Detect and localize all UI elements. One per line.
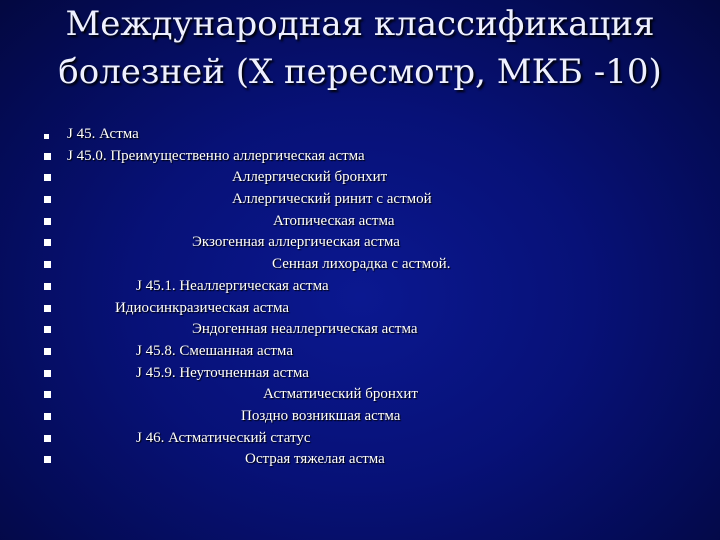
list-item [0, 363, 720, 385]
list-item [0, 406, 720, 428]
square-bullet-icon [44, 261, 51, 268]
list-item-text: J 45.0. Преимущественно аллергическая астма [67, 147, 365, 164]
square-bullet-icon [44, 153, 51, 160]
square-bullet-icon [44, 218, 51, 225]
list-item [0, 449, 720, 471]
list-item-text: Аллергический бронхит [232, 169, 388, 186]
square-bullet-icon [44, 348, 51, 355]
square-bullet-icon [44, 456, 51, 463]
list-item-text: J 46. Астматический статус [136, 429, 311, 446]
list-item-text: Астматический бронхит [263, 386, 418, 403]
list-item-text: Экзогенная аллергическая астма [192, 234, 400, 251]
square-bullet-icon [44, 174, 51, 181]
list-item-text: J 45.9. Неуточненная астма [136, 364, 309, 381]
square-bullet-icon [44, 283, 51, 290]
square-bullet-icon [44, 370, 51, 377]
list-item [0, 146, 720, 168]
list-item [0, 189, 720, 211]
list-item-text: Идиосинкразическая астма [115, 299, 289, 316]
list-item-text: Эндогенная неаллергическая астма [192, 321, 418, 338]
slide-title [0, 0, 720, 96]
square-bullet-icon [44, 134, 49, 139]
list-item-text: J 45.1. Неаллергическая астма [136, 277, 329, 294]
list-item [0, 428, 720, 450]
list-item-text: J 45. Астма [67, 126, 139, 142]
classification-list [0, 124, 720, 471]
list-item [0, 211, 720, 233]
square-bullet-icon [44, 435, 51, 442]
list-item [0, 341, 720, 363]
square-bullet-icon [44, 413, 51, 420]
list-item [0, 298, 720, 320]
square-bullet-icon [44, 391, 51, 398]
square-bullet-icon [44, 305, 51, 312]
list-item [0, 254, 720, 276]
list-item-text: Острая тяжелая астма [245, 451, 385, 468]
list-item [0, 124, 720, 146]
list-item-text: Аллергический ринит с астмой [232, 191, 432, 208]
list-item [0, 167, 720, 189]
list-item [0, 384, 720, 406]
square-bullet-icon [44, 196, 51, 203]
slide-title-line-2: болезней (X пересмотр, МКБ -10) [58, 52, 662, 92]
list-item [0, 319, 720, 341]
list-item [0, 232, 720, 254]
list-item [0, 276, 720, 298]
list-item-text: Атопическая астма [273, 212, 395, 229]
list-item-text: J 45.8. Смешанная астма [136, 342, 293, 359]
list-item-text: Сенная лихорадка с астмой. [272, 256, 451, 273]
slide-title-line-1: Международная классификация [65, 4, 655, 44]
square-bullet-icon [44, 326, 51, 333]
square-bullet-icon [44, 239, 51, 246]
list-item-text: Поздно возникшая астма [241, 407, 401, 424]
